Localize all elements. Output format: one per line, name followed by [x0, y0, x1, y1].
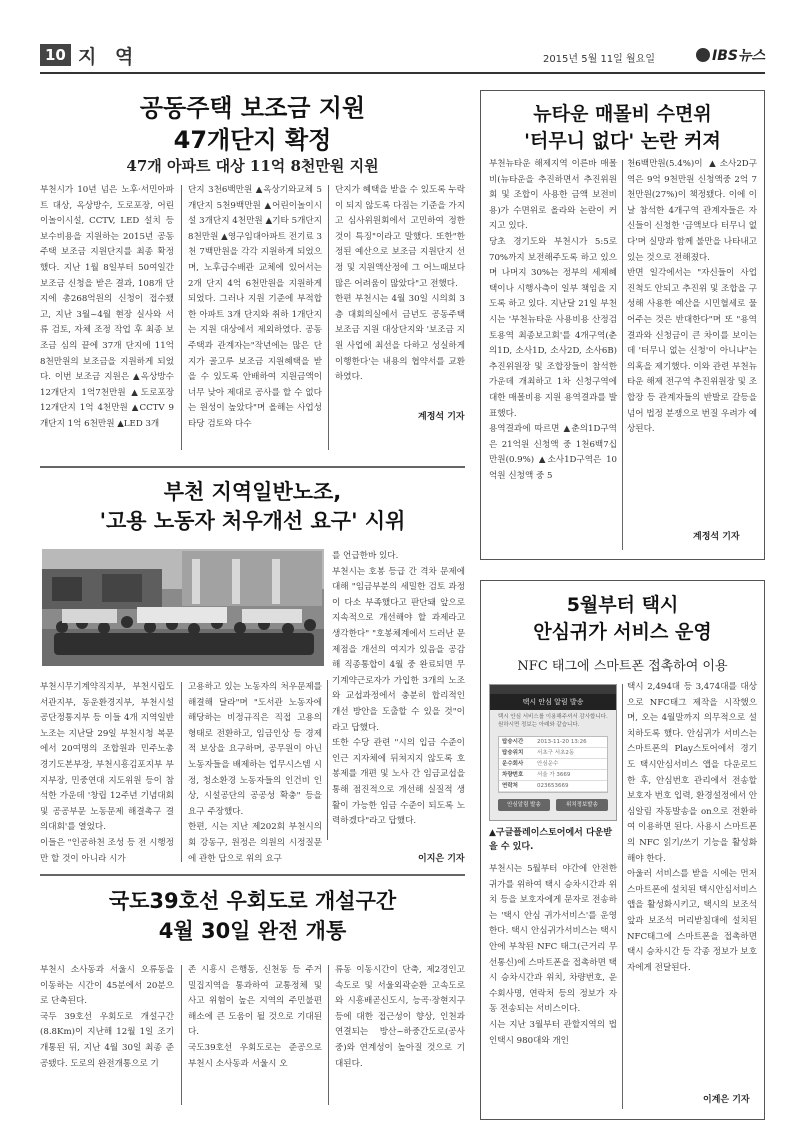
issue-date: 2015년 5월 11일 월요일 [542, 54, 655, 65]
article2-headline [40, 478, 465, 536]
protest-photo-image [42, 549, 324, 666]
section-title: 지 역 [78, 46, 140, 68]
sidebar1-headline-line1: 뉴타운 매몰비 수면위 [533, 103, 712, 125]
article2-col2: 고용하고 있는 노동자의 처우문제를 해결해 달라"며 "도서관 노동자에 해당하는 비정규직은 직접 고용의 형태로 전환하고, 임금인상 등 경제적 보상을 요구하며, 공무원이 아닌 노동자들을 배제하는 업무시스템 시정, 청소환경 노동자들의 인건비 인상, 시설공단의 공공성 확충" 등을 요구 주장했다. 한편, 시는 지난 제202회 부천시의회 강동구, 원정은 의원의 시정질문에 관한 답으로 위의 요구 [188, 682, 322, 864]
page-header [40, 40, 765, 74]
app-info-row [499, 759, 607, 770]
logo-icon [696, 48, 710, 62]
sidebar2-subhead: NFC 태그에 스마트폰 접촉하여 이용 [517, 659, 728, 674]
article3-headline-line1: 국도39호선 우회도로 개설구간 [108, 889, 397, 913]
send-location-button[interactable]: 위치정보발송 [556, 799, 608, 811]
sidebar2-headline-line1: 5월부터 택시 [566, 594, 679, 616]
article2-headline-line2: '고용 노동자 처우개선 요구' 시위 [99, 509, 406, 533]
protest-photo [42, 549, 324, 666]
info-value: 서초구 서초2동 [537, 750, 575, 756]
info-key: 탑승위치 [502, 750, 524, 756]
article2-byline: 이지은 기자 [418, 854, 465, 864]
taxi-app-screenshot [489, 684, 617, 821]
article1-headline [40, 92, 465, 156]
page-number: 10 [40, 44, 71, 66]
app-info-row [499, 781, 607, 792]
article-separator [40, 466, 465, 468]
article2-headline-line1: 부천 지역일반노조, [163, 480, 342, 504]
sidebar2-headline [482, 592, 763, 646]
app-info-table [498, 736, 608, 793]
app-info-row [499, 737, 607, 748]
article3-headline-line2: 4월 30일 완전 개통 [158, 919, 347, 943]
app-title: 택시 안심 알림 발송 [490, 694, 616, 710]
article1-headline-line1: 공동주택 보조금 지원 [139, 94, 366, 122]
app-info-row [499, 770, 607, 781]
column-divider [181, 965, 182, 1105]
article3-headline [40, 886, 465, 946]
article-separator [40, 874, 465, 876]
info-value: 안심운수 [537, 761, 559, 767]
info-value: 2013-11-20 13:26 [537, 739, 587, 745]
sidebar1-col1: 부천뉴타운 해제지역 이른바 매몰비(뉴타운을 추진하면서 추진위원회 및 조합이 사용한 금액 보전비용)가 수면위로 올라와 논란이 커지고 있다. 당초 경기도와 부천시가 5:5로 70%까지 보전해주도록 하고 있으며 나머지 30%는 정부의 세제혜택이나 시행사측이 일부 책임을 지도록 하고 있다. 지난달 21일 부천시는 '부천뉴타운 사용비용 산정검토용역 최종보고회'를 4개구역(춘의1D, 소사1D, 소사2D, 소사6B) 추진위원장 및 조합장들이 참석한 가운데 개최하고 1차 신청구역에 대한 매몰비용 지원 용역결과를 발표했다. 용역결과에 따르면 ▲춘의1D구역은 21억원 신청액 중 1천6백7십만원(0.9%) ▲소사1D구역은 10억원 신청액 중 5 [489, 159, 617, 481]
article2-col1: 부천시무기계약직지부, 부천시립도서관지부, 동운환경지부, 부천시설공단정통지부 등 이들 4개 지역일반노조는 지난달 29일 부천시청 복문에서 20여명의 조합원과 민주노총 경기도본부장, 부천시흥김포지부 부지부장, 민중연대 지도위원 등이 참석한 가운데 '창립 12주년 기념대회 및 공공부문 노동문제 해결촉구 결의대회'를 열었다. 이들은 "인공하천 조성 등 전 시행정만 할 것이 아니라 시가 [40, 682, 174, 864]
column-divider [622, 684, 623, 1109]
article1-subhead: 47개 아파트 대상 11억 8천만원 지원 [126, 157, 379, 175]
info-key: 운수회사 [502, 761, 524, 767]
sidebar2-headline-line2: 안심귀가 서비스 운영 [533, 621, 712, 643]
send-alert-button[interactable]: 안심알림 발송 [498, 799, 550, 811]
info-key: 탑승시간 [502, 739, 524, 745]
sidebar1-byline: 계정석 기자 [693, 532, 740, 542]
sidebar1-headline [482, 101, 763, 155]
column-divider [328, 965, 329, 1105]
sidebar1-headline-line2: '터무니 없다' 논란 커져 [524, 130, 721, 152]
article3-col1: 부천시 소사동과 서울시 오류동을 이동하는 시간이 45분에서 20분으로 단축된다. 국두 39호선 우회도로 개설구간(8.8Km)이 지난해 12월 1일 조기 개통된 뒤, 지난 4월 30일 최종 준공됐다. 도로의 완전개통으로 기 [40, 965, 174, 1069]
app-notice-line2: 원하시면 정보는 아래와 같습니다. [498, 722, 580, 728]
app-info-row [499, 748, 607, 759]
info-value: 서울 가 3669 [537, 772, 571, 778]
sidebar2-byline: 이계은 기자 [703, 1095, 750, 1105]
sidebar2-col2: 택시 2,494대 등 3,474대를 대상으로 NFC태그 제작을 시작했으며, 오는 4월말까지 의무적으로 설치하도록 했다. 안심귀가 서비스는 스마트폰의 Play스토어에서 경기도 택시안심서비스 앱을 다운로드한 후, 안심번호 관리에서 전송할 보호자 번호 입력, 환경설정에서 안심알림 자동발송을 on으로 전환하여 이용하면 된다. 사용시 스마트폰의 NFC 읽기/쓰기 기능을 활성화해야 한다. 아울러 서비스를 받을 시에는 먼저 스마트폰에 설치된 택시안심서비스 앱을 활성화시키고, 택시의 보조석 앞과 보조석 머리받침대에 설치된 NFC태그에 스마트폰을 접촉하면 택시 승차시간 등 각종 정보가 보호자에게 전달된다. [627, 682, 757, 973]
article2-right-col: 를 언급한바 있다. 부천시는 호봉 등급 간 격차 문제에 대해 "임금부분의 세밀한 검토 과정이 다소 부족했다고 판단돼 앞으로 지속적으로 개선해야 할 과제라고 생각한다" "호봉체계에서 드러난 문제점을 개선의 여지가 있음을 공감해 직종통합이 4월 중 완료되면 무기계약근로자가 가입한 3개의 노조와 교섭과정에서 충분히 합리적인 개선 방안을 도출할 수 있을 것"이라고 답했다. 또한 수당 관련 "시의 입금 수준이 인근 지자체에 뒤쳐지지 않도록 호봉제를 개편 및 노사 간 임금교섭을 통해 점진적으로 개선해 실질적 생활이 가능한 임금 수준이 되도록 노력하겠다"라고 답했다. [332, 551, 465, 827]
info-key: 차량번호 [502, 772, 524, 778]
article1-headline-line2: 47개단지 확정 [173, 126, 332, 154]
column-divider [181, 682, 182, 862]
sidebar2-col1: 부천시는 5월부터 야간에 안전한 귀가를 위하여 택시 승차시간과 위치 등을 보호자에게 문자로 전송하는 '택시 안심 귀가서비스'를 운영한다. 택시 안심귀가서비스는 택시 안에 부착된 NFC 태그(근거리 무선통신)에 스마트폰을 접촉하면 택시 승차시간과 위치, 차량번호, 운수회사명, 연락처 등의 정보가 자동 전송되는 서비스이다. 시는 지난 3월부터 관할지역의 법인택시 980대와 개인 [489, 864, 617, 1046]
info-value: 023653669 [537, 783, 569, 789]
newspaper-logo [696, 45, 765, 65]
article3-col3: 류동 이동시간이 단축, 제2경인고속도로 및 서울외곽순환 고속도로와 시흥배곧신도시, 능곡·장현지구 등에 대한 접근성이 향상, 인천과 연결되는 방산~하중간도로(공사 중)와 연계성이 높아질 것으로 기대된다. [335, 965, 465, 1069]
logo-text: IBS뉴스 [711, 48, 765, 64]
column-divider [181, 185, 182, 450]
article1-col2: 단지 3천6백만원 ▲옥상기와교체 5개단지 5천9백만원 ▲어린이놀이시설 3개단지 4천만원 ▲기타 5개단지 8천만원 ▲영구임대아파트 전기료 3천 7백만원을 각각 지원하게 되었으며, 노후급수배관 교체에 있어서는 2개 단지 4억 6천만원을 지원하게 되었다. 그러나 지원 기준에 부적합한 아파트 3개 단지와 취하 1개단지는 지원 대상에서 제외하였다. 공동주택과 관계자는"작년에는 많은 단지가 골고루 보조금 지원혜택을 받을 수 있도록 안배하여 지원금액이 너무 낮아 제대로 공사를 할 수 없다는 원성이 높았다"며 올해는 사업성 타당 검토와 다수 [188, 185, 322, 429]
article3-col2: 존 시흥시 은행동, 신천동 등 주거 밀집지역을 통과하여 교통정체 및 사고 위험이 높은 지역의 주민불편해소에 큰 도움이 될 것으로 기대된다. 국도39호선 우회도로는 준공으로 부천시 소사동과 서울시 오 [188, 965, 322, 1069]
sidebar1-col2: 천6백만원(5.4%)이 ▲소사2D구역은 9억 9천만원 신청액중 2억 7천만원(27%)이 책정됐다. 이에 이날 참석한 4개구역 관계자들은 자신들이 신청한 '금액보다 터무니 없다'며 실망과 함께 불만을 나타내고 있는 것으로 전해졌다. 반면 일각에서는 "자신들이 사업 진척도 안되고 추진위 및 조합을 구성해 사용한 예산을 시민혈세로 물어주는 것은 반대한다"며 또 "용역 결과와 신청금이 큰 차이를 보이는데 '터무니 없는 신청'이 아니냐"는 의혹을 제기했다. 이와 관련 부천뉴타운 해제 전구역 추진위원장 및 조합장 등 관계자들의 반발로 갈등을 넘어 법정 분쟁으로 번질 우려가 예상된다. [627, 159, 757, 435]
article1-byline: 계정석 기자 [418, 412, 465, 422]
article1-col3: 단지가 혜택을 받을 수 있도록 누락이 되지 않도록 다짐는 기준을 가지고 심사위원회에서 고민하여 정한 것이 특징"이라고 말했다. 또한"한정된 예산으로 보조금 지원단지 선정 및 지원액산정에 그 어느때보다 많은 어려움이 많았다"고 전했다. 한편 부천시는 4월 30일 시의회 3층 대회의실에서 금년도 공동주택 보조금 지원 대상단지와 '보조금 지원 사업에 최선을 다하고 성실하게 이행한다'는 내용의 협약서를 교환하였다. [335, 185, 465, 383]
column-divider [328, 185, 329, 450]
app-notice-line1: 택시 안심 서비스를 이용해주셔서 감사합니다. [498, 714, 608, 720]
article1-col1: 부천시가 10년 넘은 노후·서민아파트 대상, 옥상방수, 도로포장, 어린이놀이시설, CCTV, LED 설치 등 보수비용을 지원하는 2015년 공동주택 보조금 지원단지를 최종 확정했다. 지난 1월 8일부터 50여일간 보조금 신청을 받은 결과, 108개 단지에 총268억원의 신청이 접수됐고, 지난 3월~4월 현장 실사와 서류 검토, 자체 조정 작업 후 최종 보조금 심의 끝에 37개 단지에 11억 8천만원의 보조금을 지원하게 되었다. 이번 보조금 지원은 ▲옥상방수 12개단지 1억7천만원 ▲도로포장 12개단지 1억 4천만원 ▲CCTV 9개단지 1억 6천만원 ▲LED 3개 [40, 185, 174, 429]
photo-caption: ▲구글플레이스토어에서 다운받을 수 있다. [489, 828, 613, 852]
column-divider [622, 160, 623, 550]
column-divider [327, 680, 328, 840]
app-buttons [498, 799, 608, 811]
app-notice [490, 710, 616, 732]
phone-status-bar [490, 685, 616, 694]
info-key: 연락처 [502, 783, 518, 789]
